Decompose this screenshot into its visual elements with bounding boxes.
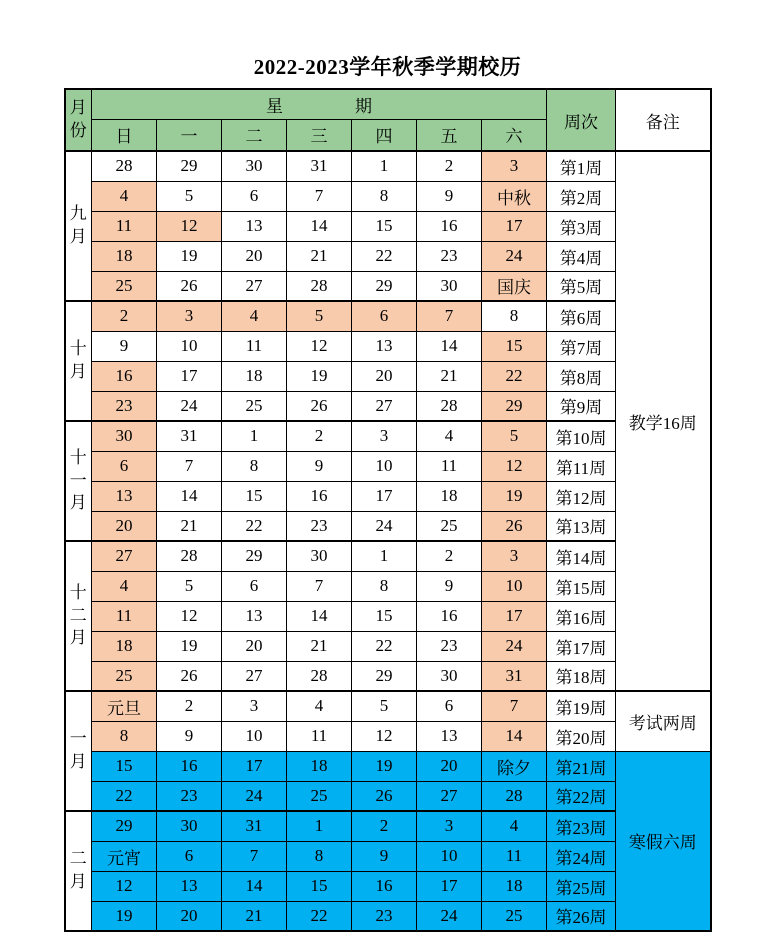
page-title: 2022-2023学年秋季学期校历 bbox=[253, 55, 522, 79]
day-cell: 31 bbox=[222, 811, 287, 841]
week-number-cell: 第15周 bbox=[547, 571, 616, 601]
table-row bbox=[65, 781, 711, 811]
table-row bbox=[65, 811, 711, 841]
day-cell: 1 bbox=[287, 811, 352, 841]
day-cell: 3 bbox=[352, 421, 417, 451]
table-row bbox=[65, 331, 711, 361]
day-cell: 20 bbox=[92, 511, 157, 541]
day-cell: 1 bbox=[352, 151, 417, 181]
day-cell: 9 bbox=[287, 451, 352, 481]
day-cell: 30 bbox=[287, 541, 352, 571]
day-cell: 15 bbox=[352, 601, 417, 631]
table-row bbox=[65, 751, 711, 781]
day-cell: 26 bbox=[352, 781, 417, 811]
day-cell: 29 bbox=[482, 391, 547, 421]
day-cell: 6 bbox=[92, 451, 157, 481]
day-cell: 10 bbox=[352, 451, 417, 481]
week-number-cell: 第22周 bbox=[547, 781, 616, 811]
day-cell: 20 bbox=[352, 361, 417, 391]
day-cell: 27 bbox=[222, 271, 287, 301]
day-cell: 24 bbox=[482, 631, 547, 661]
month-label: 九 月 bbox=[65, 151, 92, 301]
day-cell: 19 bbox=[287, 361, 352, 391]
day-cell: 27 bbox=[222, 661, 287, 691]
table-row bbox=[65, 391, 711, 421]
week-number-cell: 第6周 bbox=[547, 301, 616, 331]
month-label: 十 一 月 bbox=[65, 421, 92, 541]
day-cell: 14 bbox=[287, 211, 352, 241]
day-cell: 15 bbox=[287, 871, 352, 901]
day-cell: 29 bbox=[157, 151, 222, 181]
week-number-cell: 第4周 bbox=[547, 241, 616, 271]
day-cell: 22 bbox=[92, 781, 157, 811]
day-cell: 21 bbox=[287, 241, 352, 271]
day-cell: 25 bbox=[417, 511, 482, 541]
day-cell: 15 bbox=[482, 331, 547, 361]
day-cell: 6 bbox=[222, 571, 287, 601]
day-cell: 26 bbox=[482, 511, 547, 541]
week-number-header: 周次 bbox=[547, 89, 616, 151]
day-cell: 15 bbox=[222, 481, 287, 511]
week-number-cell: 第7周 bbox=[547, 331, 616, 361]
day-cell: 20 bbox=[222, 631, 287, 661]
day-cell: 6 bbox=[157, 841, 222, 871]
day-cell: 10 bbox=[417, 841, 482, 871]
calendar-table bbox=[64, 88, 712, 932]
table-row bbox=[65, 181, 711, 211]
week-number-cell: 第5周 bbox=[547, 271, 616, 301]
day-cell: 24 bbox=[157, 391, 222, 421]
day-cell: 13 bbox=[417, 721, 482, 751]
day-cell: 5 bbox=[157, 571, 222, 601]
day-cell: 除夕 bbox=[482, 751, 547, 781]
day-cell: 3 bbox=[417, 811, 482, 841]
week-number-cell: 第16周 bbox=[547, 601, 616, 631]
day-cell: 18 bbox=[92, 241, 157, 271]
table-row bbox=[65, 691, 711, 721]
day-cell: 8 bbox=[352, 571, 417, 601]
month-column-header-text: 月 份 bbox=[69, 98, 87, 140]
day-cell: 9 bbox=[417, 181, 482, 211]
day-cell: 2 bbox=[157, 691, 222, 721]
day-cell: 23 bbox=[287, 511, 352, 541]
day-cell: 17 bbox=[222, 751, 287, 781]
day-cell: 13 bbox=[222, 601, 287, 631]
week-number-cell: 第12周 bbox=[547, 481, 616, 511]
day-cell: 12 bbox=[157, 601, 222, 631]
day-cell: 26 bbox=[157, 271, 222, 301]
day-name-header: 三 bbox=[287, 119, 352, 151]
day-cell: 11 bbox=[287, 721, 352, 751]
day-cell: 25 bbox=[92, 661, 157, 691]
day-cell: 17 bbox=[417, 871, 482, 901]
table-row bbox=[65, 271, 711, 301]
day-cell: 20 bbox=[222, 241, 287, 271]
day-cell: 6 bbox=[417, 691, 482, 721]
table-row bbox=[65, 421, 711, 451]
day-cell: 8 bbox=[222, 451, 287, 481]
day-cell: 29 bbox=[92, 811, 157, 841]
day-cell: 28 bbox=[417, 391, 482, 421]
table-row bbox=[65, 541, 711, 571]
day-name-header: 二 bbox=[222, 119, 287, 151]
day-cell: 7 bbox=[287, 571, 352, 601]
week-number-cell: 第24周 bbox=[547, 841, 616, 871]
day-cell: 13 bbox=[222, 211, 287, 241]
day-cell: 22 bbox=[482, 361, 547, 391]
day-cell: 1 bbox=[222, 421, 287, 451]
day-cell: 11 bbox=[92, 601, 157, 631]
day-cell: 15 bbox=[352, 211, 417, 241]
day-cell: 4 bbox=[222, 301, 287, 331]
day-cell: 19 bbox=[157, 241, 222, 271]
day-cell: 16 bbox=[352, 871, 417, 901]
table-row bbox=[65, 241, 711, 271]
day-cell: 16 bbox=[287, 481, 352, 511]
day-cell: 9 bbox=[352, 841, 417, 871]
day-cell: 中秋 bbox=[482, 181, 547, 211]
remark-cell: 寒假六周 bbox=[616, 751, 711, 931]
table-row bbox=[65, 481, 711, 511]
day-cell: 24 bbox=[222, 781, 287, 811]
day-cell: 17 bbox=[482, 211, 547, 241]
day-cell: 22 bbox=[222, 511, 287, 541]
day-cell: 17 bbox=[352, 481, 417, 511]
day-cell: 28 bbox=[287, 271, 352, 301]
day-cell: 8 bbox=[287, 841, 352, 871]
day-cell: 7 bbox=[417, 301, 482, 331]
table-row bbox=[65, 211, 711, 241]
day-cell: 5 bbox=[482, 421, 547, 451]
day-cell: 14 bbox=[417, 331, 482, 361]
day-cell: 8 bbox=[352, 181, 417, 211]
day-cell: 国庆 bbox=[482, 271, 547, 301]
remark-header: 备注 bbox=[616, 89, 711, 151]
day-cell: 26 bbox=[157, 661, 222, 691]
week-number-cell: 第20周 bbox=[547, 721, 616, 751]
header-row-week bbox=[65, 89, 711, 119]
week-number-cell: 第14周 bbox=[547, 541, 616, 571]
day-cell: 16 bbox=[417, 601, 482, 631]
day-cell: 5 bbox=[287, 301, 352, 331]
day-cell: 23 bbox=[92, 391, 157, 421]
day-cell: 元宵 bbox=[92, 841, 157, 871]
month-label: 二 月 bbox=[65, 811, 92, 931]
week-number-cell: 第13周 bbox=[547, 511, 616, 541]
week-number-cell: 第19周 bbox=[547, 691, 616, 721]
day-cell: 21 bbox=[287, 631, 352, 661]
table-row bbox=[65, 361, 711, 391]
month-label: 十 二 月 bbox=[65, 541, 92, 691]
week-number-cell: 第17周 bbox=[547, 631, 616, 661]
table-row bbox=[65, 511, 711, 541]
remark-cell: 教学16周 bbox=[616, 151, 711, 691]
day-cell: 30 bbox=[222, 151, 287, 181]
day-cell: 19 bbox=[157, 631, 222, 661]
day-cell: 30 bbox=[417, 661, 482, 691]
day-cell: 17 bbox=[482, 601, 547, 631]
day-cell: 2 bbox=[417, 541, 482, 571]
day-cell: 21 bbox=[157, 511, 222, 541]
day-cell: 2 bbox=[92, 301, 157, 331]
table-row bbox=[65, 151, 711, 181]
week-header-text: 星 期 bbox=[266, 96, 372, 116]
day-cell: 27 bbox=[417, 781, 482, 811]
day-cell: 15 bbox=[92, 751, 157, 781]
day-cell: 13 bbox=[352, 331, 417, 361]
month-label: 十 月 bbox=[65, 301, 92, 421]
day-cell: 9 bbox=[92, 331, 157, 361]
table-row bbox=[65, 571, 711, 601]
day-cell: 22 bbox=[287, 901, 352, 931]
day-cell: 16 bbox=[92, 361, 157, 391]
day-cell: 13 bbox=[157, 871, 222, 901]
day-cell: 4 bbox=[417, 421, 482, 451]
day-cell: 4 bbox=[287, 691, 352, 721]
day-cell: 19 bbox=[352, 751, 417, 781]
day-cell: 8 bbox=[92, 721, 157, 751]
day-cell: 5 bbox=[157, 181, 222, 211]
day-cell: 20 bbox=[417, 751, 482, 781]
week-number-cell: 第10周 bbox=[547, 421, 616, 451]
day-cell: 18 bbox=[417, 481, 482, 511]
day-cell: 21 bbox=[222, 901, 287, 931]
table-row bbox=[65, 661, 711, 691]
table-row bbox=[65, 901, 711, 931]
day-cell: 11 bbox=[482, 841, 547, 871]
day-cell: 27 bbox=[352, 391, 417, 421]
day-cell: 22 bbox=[352, 241, 417, 271]
day-cell: 6 bbox=[222, 181, 287, 211]
table-row bbox=[65, 451, 711, 481]
day-cell: 11 bbox=[222, 331, 287, 361]
day-cell: 29 bbox=[352, 661, 417, 691]
day-cell: 14 bbox=[482, 721, 547, 751]
calendar-body bbox=[65, 151, 711, 931]
day-cell: 9 bbox=[157, 721, 222, 751]
day-cell: 20 bbox=[157, 901, 222, 931]
week-number-cell: 第8周 bbox=[547, 361, 616, 391]
day-cell: 28 bbox=[482, 781, 547, 811]
day-cell: 26 bbox=[287, 391, 352, 421]
day-cell: 30 bbox=[92, 421, 157, 451]
day-cell: 10 bbox=[482, 571, 547, 601]
day-cell: 12 bbox=[482, 451, 547, 481]
remark-cell: 考试两周 bbox=[616, 691, 711, 751]
month-column-header bbox=[65, 89, 92, 151]
day-name-header: 五 bbox=[417, 119, 482, 151]
day-cell: 2 bbox=[417, 151, 482, 181]
day-cell: 19 bbox=[92, 901, 157, 931]
day-cell: 23 bbox=[417, 631, 482, 661]
day-cell: 12 bbox=[92, 871, 157, 901]
day-cell: 13 bbox=[92, 481, 157, 511]
day-cell: 28 bbox=[287, 661, 352, 691]
day-cell: 12 bbox=[352, 721, 417, 751]
day-cell: 11 bbox=[92, 211, 157, 241]
day-cell: 24 bbox=[482, 241, 547, 271]
day-cell: 21 bbox=[417, 361, 482, 391]
day-cell: 14 bbox=[157, 481, 222, 511]
day-cell: 12 bbox=[287, 331, 352, 361]
table-row bbox=[65, 871, 711, 901]
table-row bbox=[65, 721, 711, 751]
day-cell: 28 bbox=[92, 151, 157, 181]
day-cell: 4 bbox=[92, 571, 157, 601]
day-name-header: 一 bbox=[157, 119, 222, 151]
day-cell: 29 bbox=[222, 541, 287, 571]
day-cell: 3 bbox=[482, 151, 547, 181]
day-cell: 25 bbox=[222, 391, 287, 421]
week-number-cell: 第18周 bbox=[547, 661, 616, 691]
day-cell: 31 bbox=[482, 661, 547, 691]
day-cell: 3 bbox=[482, 541, 547, 571]
day-cell: 7 bbox=[157, 451, 222, 481]
day-cell: 24 bbox=[352, 511, 417, 541]
day-cell: 7 bbox=[287, 181, 352, 211]
week-number-cell: 第11周 bbox=[547, 451, 616, 481]
day-cell: 14 bbox=[287, 601, 352, 631]
day-cell: 1 bbox=[352, 541, 417, 571]
day-cell: 29 bbox=[352, 271, 417, 301]
day-cell: 19 bbox=[482, 481, 547, 511]
day-cell: 元旦 bbox=[92, 691, 157, 721]
day-cell: 5 bbox=[352, 691, 417, 721]
day-cell: 24 bbox=[417, 901, 482, 931]
day-cell: 8 bbox=[482, 301, 547, 331]
day-name-header: 日 bbox=[92, 119, 157, 151]
month-label: 一 月 bbox=[65, 691, 92, 811]
day-cell: 22 bbox=[352, 631, 417, 661]
day-cell: 16 bbox=[417, 211, 482, 241]
table-row bbox=[65, 631, 711, 661]
day-cell: 11 bbox=[417, 451, 482, 481]
day-cell: 17 bbox=[157, 361, 222, 391]
day-cell: 18 bbox=[92, 631, 157, 661]
day-cell: 10 bbox=[157, 331, 222, 361]
week-number-cell: 第21周 bbox=[547, 751, 616, 781]
day-cell: 18 bbox=[287, 751, 352, 781]
week-number-cell: 第26周 bbox=[547, 901, 616, 931]
day-cell: 14 bbox=[222, 871, 287, 901]
table-row bbox=[65, 841, 711, 871]
day-cell: 2 bbox=[352, 811, 417, 841]
week-number-cell: 第1周 bbox=[547, 151, 616, 181]
day-cell: 30 bbox=[417, 271, 482, 301]
day-cell: 28 bbox=[157, 541, 222, 571]
day-cell: 12 bbox=[157, 211, 222, 241]
day-cell: 23 bbox=[157, 781, 222, 811]
week-number-cell: 第9周 bbox=[547, 391, 616, 421]
day-cell: 27 bbox=[92, 541, 157, 571]
day-cell: 6 bbox=[352, 301, 417, 331]
day-cell: 31 bbox=[287, 151, 352, 181]
day-cell: 4 bbox=[482, 811, 547, 841]
week-number-cell: 第23周 bbox=[547, 811, 616, 841]
day-cell: 4 bbox=[92, 181, 157, 211]
day-cell: 18 bbox=[222, 361, 287, 391]
day-cell: 10 bbox=[222, 721, 287, 751]
day-cell: 25 bbox=[482, 901, 547, 931]
day-cell: 23 bbox=[352, 901, 417, 931]
day-cell: 7 bbox=[222, 841, 287, 871]
week-number-cell: 第3周 bbox=[547, 211, 616, 241]
table-row bbox=[65, 601, 711, 631]
week-number-cell: 第25周 bbox=[547, 871, 616, 901]
day-cell: 3 bbox=[157, 301, 222, 331]
day-cell: 3 bbox=[222, 691, 287, 721]
day-name-header: 四 bbox=[352, 119, 417, 151]
day-cell: 31 bbox=[157, 421, 222, 451]
day-cell: 16 bbox=[157, 751, 222, 781]
week-header bbox=[92, 89, 547, 119]
table-row bbox=[65, 301, 711, 331]
day-cell: 18 bbox=[482, 871, 547, 901]
day-cell: 2 bbox=[287, 421, 352, 451]
day-cell: 25 bbox=[92, 271, 157, 301]
day-cell: 9 bbox=[417, 571, 482, 601]
day-name-header: 六 bbox=[482, 119, 547, 151]
day-cell: 25 bbox=[287, 781, 352, 811]
week-number-cell: 第2周 bbox=[547, 181, 616, 211]
day-cell: 23 bbox=[417, 241, 482, 271]
day-cell: 7 bbox=[482, 691, 547, 721]
day-cell: 30 bbox=[157, 811, 222, 841]
